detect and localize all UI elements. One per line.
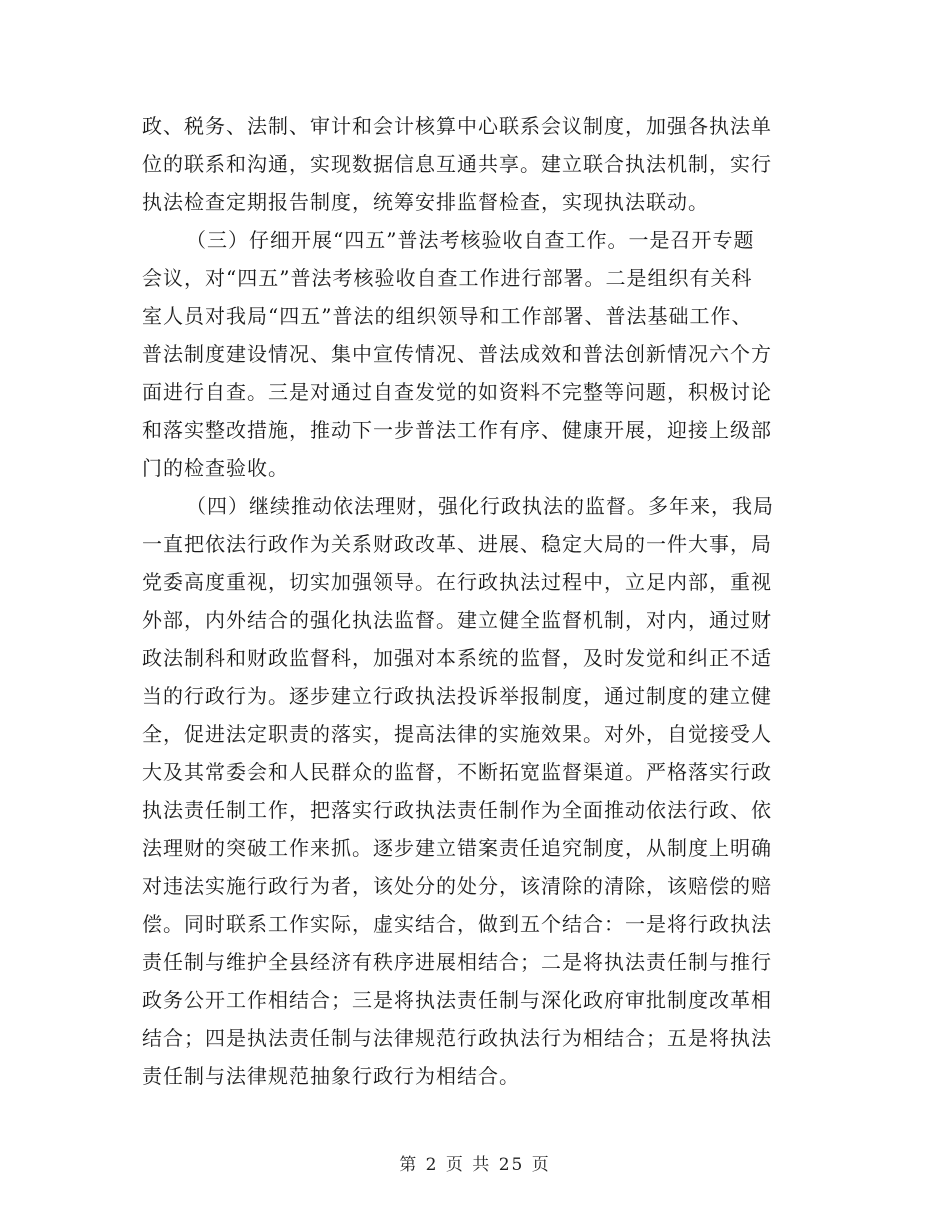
text-line: 门的检查验收。 xyxy=(142,456,289,480)
text-line: 责任制与法律规范抽象行政行为相结合。 xyxy=(142,1064,520,1088)
text-line: 偿。同时联系工作实际，虚实结合，做到五个结合：一是将行政执法 xyxy=(142,912,772,936)
text-line: 位的联系和沟通，实现数据信息互通共享。建立联合执法机制，实行 xyxy=(142,152,772,176)
page-number: 第 2 页 共 25 页 xyxy=(399,1155,551,1175)
text-line: 一直把依法行政作为关系财政改革、进展、稳定大局的一件大事，局 xyxy=(142,532,772,556)
text-line: 会议，对“四五”普法考核验收自查工作进行部署。二是组织有关科 xyxy=(142,266,753,290)
document-body xyxy=(142,107,808,1095)
paragraph-start-line: （四）继续推动依法理财，强化行政执法的监督。多年来，我局 xyxy=(186,494,774,518)
text-line: 政法制科和财政监督科，加强对本系统的监督，及时发觉和纠正不适 xyxy=(142,646,772,670)
text-line: 执法责任制工作，把落实行政执法责任制作为全面推动依法行政、依 xyxy=(142,798,772,822)
text-line: 政务公开工作相结合；三是将执法责任制与深化政府审批制度改革相 xyxy=(142,988,772,1012)
text-line: 外部，内外结合的强化执法监督。建立健全监督机制，对内，通过财 xyxy=(142,608,772,632)
text-line: 对违法实施行政行为者，该处分的处分，该清除的清除，该赔偿的赔 xyxy=(142,874,772,898)
text-line: 执法检查定期报告制度，统筹安排监督检查，实现执法联动。 xyxy=(142,190,709,214)
text-line: 和落实整改措施，推动下一步普法工作有序、健康开展，迎接上级部 xyxy=(142,418,772,442)
text-line: 普法制度建设情况、集中宣传情况、普法成效和普法创新情况六个方 xyxy=(142,342,772,366)
text-line: 大及其常委会和人民群众的监督，不断拓宽监督渠道。严格落实行政 xyxy=(142,760,772,784)
paragraph-start-line: （三）仔细开展“四五”普法考核验收自查工作。一是召开专题 xyxy=(186,228,755,252)
text-line: 室人员对我局“四五”普法的组织领导和工作部署、普法基础工作、 xyxy=(142,304,753,328)
text-line: 党委高度重视，切实加强领导。在行政执法过程中，立足内部，重视 xyxy=(142,570,772,594)
text-line: 责任制与维护全县经济有秩序进展相结合；二是将执法责任制与推行 xyxy=(142,950,772,974)
text-line: 结合；四是执法责任制与法律规范行政执法行为相结合；五是将执法 xyxy=(142,1026,772,1050)
text-line: 当的行政行为。逐步建立行政执法投诉举报制度，通过制度的建立健 xyxy=(142,684,772,708)
text-line: 全，促进法定职责的落实，提高法律的实施效果。对外，自觉接受人 xyxy=(142,722,772,746)
text-line: 法理财的突破工作来抓。逐步建立错案责任追究制度，从制度上明确 xyxy=(142,836,772,860)
text-line: 政、税务、法制、审计和会计核算中心联系会议制度，加强各执法单 xyxy=(142,114,772,138)
text-line: 面进行自查。三是对通过自查发觉的如资料不完整等问题，积极讨论 xyxy=(142,380,772,404)
